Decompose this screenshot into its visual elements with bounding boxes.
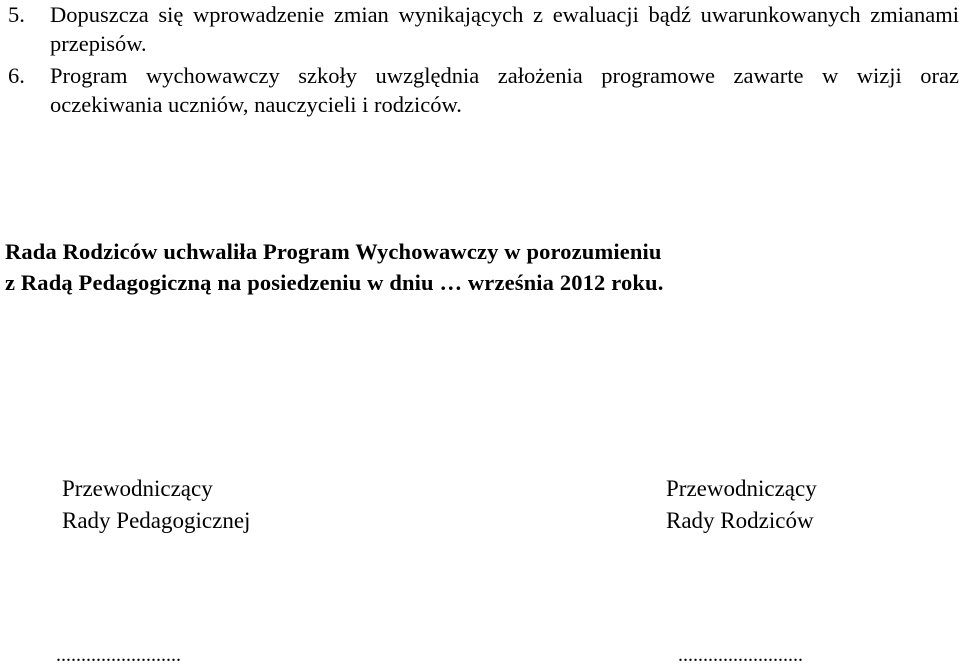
signature-line-right: ......................... (678, 644, 803, 666)
list-item-text: Dopuszcza się wprowadzenie zmian wynikających z ewaluacji bądź uwarunkowanych zmianami przepisów. (50, 2, 959, 56)
list-item (0, 61, 959, 119)
list-item-number: 5. (8, 2, 25, 27)
resolution-line-1: Rada Rodziców uchwaliła Program Wychowawczy w porozumieniu (5, 239, 662, 264)
signature-block-pedagogical-council (62, 473, 250, 537)
signature-line-left: ......................... (56, 644, 181, 666)
list-item (0, 0, 959, 58)
list-item-text: Program wychowawczy szkoły uwzględnia założenia programowe zawarte w wizji oraz oczekiwania uczniów, nauczycieli i rodziców. (50, 63, 959, 117)
list-item-number: 6. (8, 63, 25, 88)
resolution-line-2: z Radą Pedagogiczną na posiedzeniu w dniu … września 2012 roku. (5, 270, 664, 295)
resolution-statement (5, 236, 954, 298)
signature-block-parents-council (666, 473, 817, 537)
signature-title: Przewodniczący (62, 476, 213, 501)
signature-body: Rady Pedagogicznej (62, 508, 251, 533)
signature-body: Rady Rodziców (666, 508, 814, 533)
signature-title: Przewodniczący (666, 476, 817, 501)
numbered-list (0, 0, 959, 119)
